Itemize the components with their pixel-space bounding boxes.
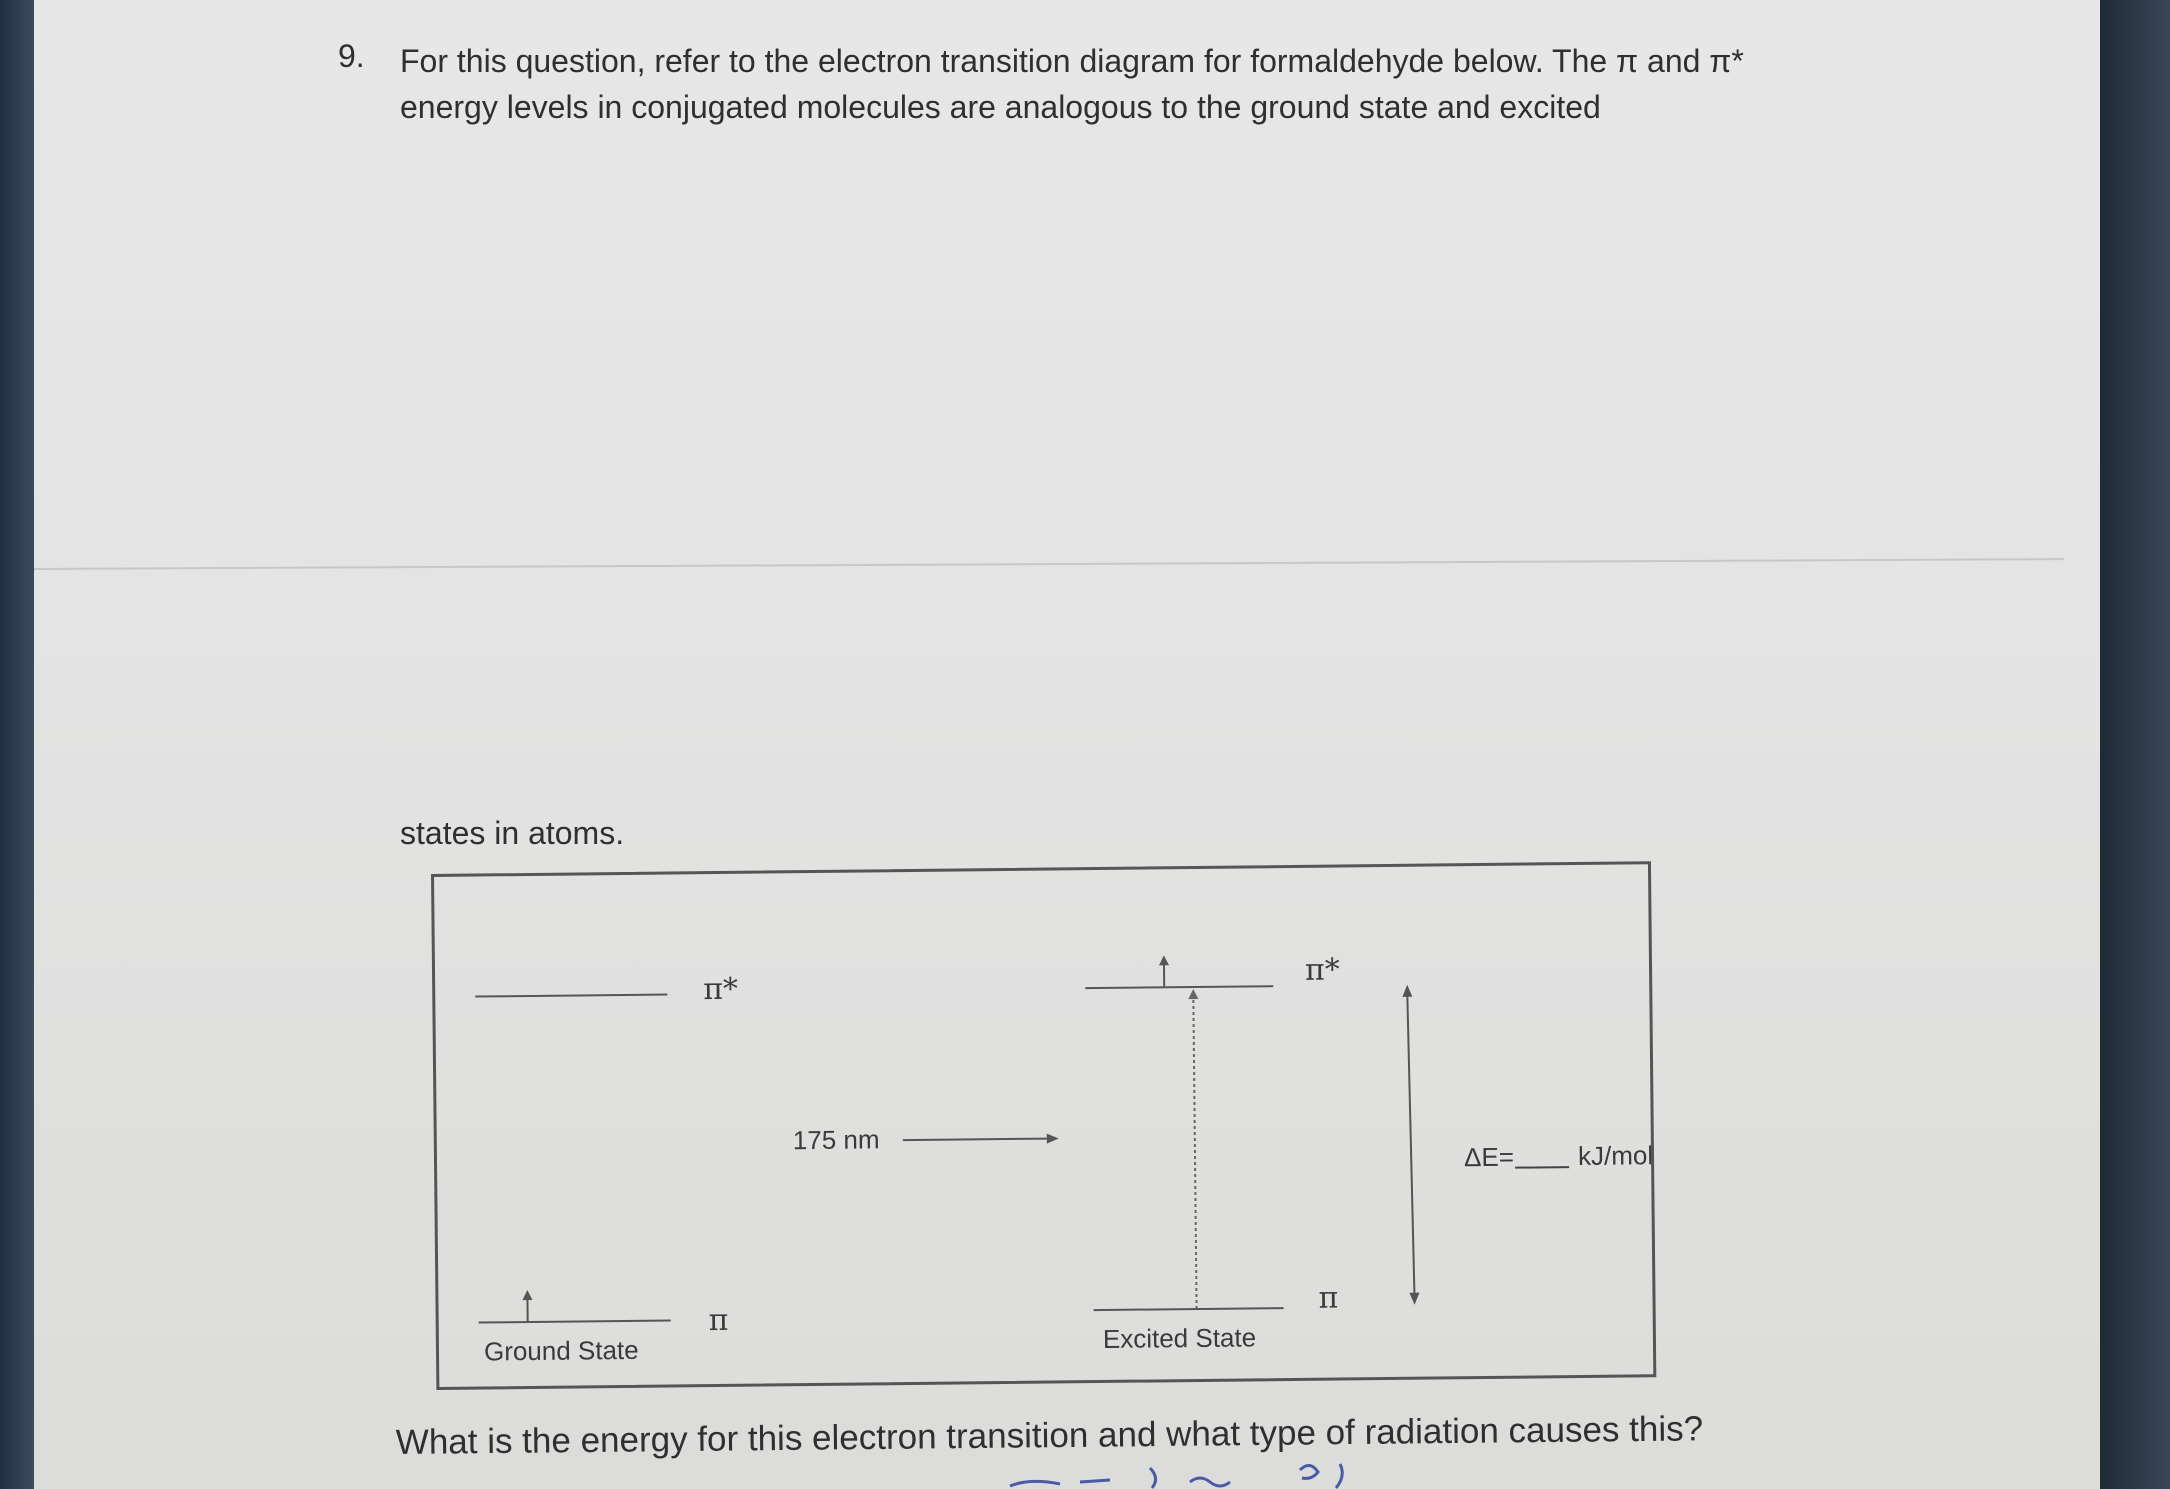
diagram-canvas: [434, 864, 1653, 1387]
delta-e-answer-blank: [1515, 1167, 1569, 1168]
question-text-continued: states in atoms.: [400, 815, 625, 851]
ground-pi-star-label: π*: [703, 971, 739, 1008]
ground-pi-star-level: [475, 995, 667, 997]
excited-pi-level: [1094, 1308, 1284, 1310]
delta-e-arrowhead-top: [1402, 985, 1412, 997]
question-number: 9.: [338, 38, 365, 74]
ground-pi-label: π: [708, 1302, 729, 1339]
wavelength-arrow: [903, 1139, 1047, 1141]
ground-pi-level: [479, 1321, 671, 1323]
question-prompt: What is the energy for this electron transition and what type of radiation causes this?: [395, 1409, 1704, 1462]
handwriting-strokes: [1010, 1464, 1342, 1488]
delta-e-unit: kJ/mol: [1577, 1140, 1654, 1172]
background-left-edge: [0, 0, 34, 1489]
delta-e-label: ΔE=: [1463, 1141, 1515, 1173]
electron-transition-diagram: [431, 861, 1656, 1390]
excited-pi-label: π: [1318, 1280, 1339, 1316]
ground-state-label: Ground State: [483, 1334, 639, 1367]
delta-e-arrowhead-bottom: [1409, 1293, 1419, 1305]
wavelength-label: 175 nm: [792, 1124, 880, 1156]
ground-electron-arrowhead: [522, 1290, 532, 1300]
excited-state-label: Excited State: [1102, 1322, 1257, 1354]
wavelength-arrowhead: [1047, 1133, 1059, 1143]
transition-dotted-line: [1193, 997, 1196, 1309]
delta-e-arrow: [1407, 995, 1414, 1295]
background-right-edge: [2100, 0, 2170, 1489]
transition-arrowhead: [1188, 989, 1198, 999]
question-text: For this question, refer to the electron transition diagram for formaldehyde below. The π and π* energy levels in conjugated molecules are analogous to the ground state and excited: [400, 43, 1744, 125]
excited-pi-star-level: [1085, 986, 1273, 988]
excited-pi-star-label: π*: [1304, 952, 1340, 988]
excited-electron-arrowhead: [1159, 955, 1169, 965]
handwriting-marks: [1000, 1458, 1400, 1489]
